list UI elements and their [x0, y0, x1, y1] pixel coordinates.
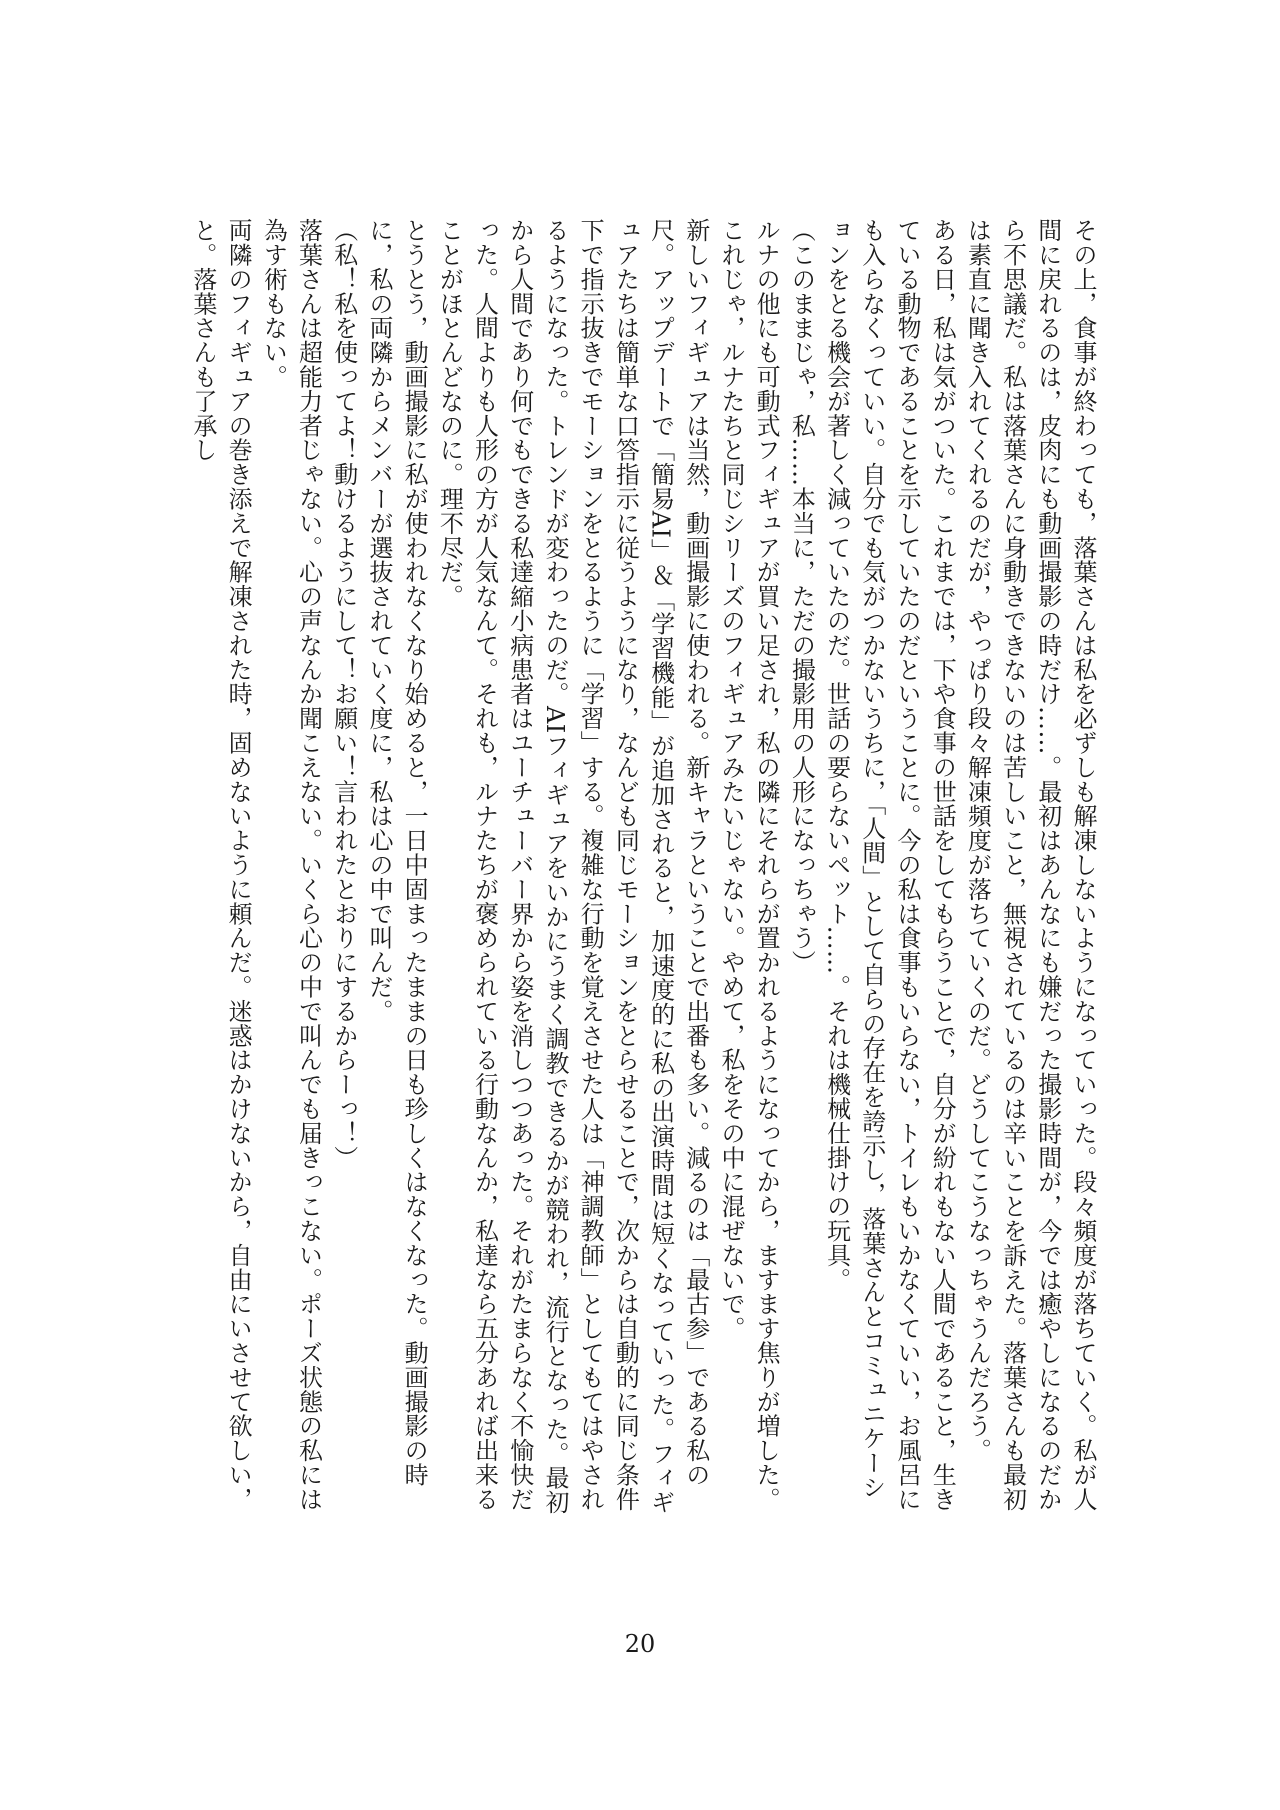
paragraph: その上，食事が終わっても，落葉さんは私を必ずしも解凍しないようになっていった。段々頻度が落ちていく。私が人間に戻れるのは，皮肉にも動画撮影の時だけ……。最初はあんなにも嫌だった撮影時間が，今では癒やしになるのだから不思議だ。私は落葉さんに身動きできないのは苦しいこと，無視されているのは辛いことを訴えた。落葉さんも最初は素直に聞き入れてくれるのだが，やっぱり段々解凍頻度が落ちていくのだ。どうしてこうなっちゃうんだろう。: [963, 218, 1097, 1512]
paragraph: 落葉さんは超能力者じゃない。心の声なんか聞こえない。いくら心の中で叫んでも届きっこない。ポーズ状態の私には為す術もない。: [259, 218, 323, 1512]
page-number: 20: [624, 1630, 656, 1658]
paragraph: 新しいフィギュアは当然，動画撮影に使われる。新キャラということで出番も多い。減るのは「最古参」である私の尺。アップデートで「簡易AI」＆「学習機能」が追加されると，加速度的に私の出演時間は短くなっていった。フィギュアたちは簡単な口答指示に従うようになり，なんども同じモーションをとらせることで，次からは自動的に同じ条件下で指示抜きでモーションをとるように「学習」する。複雑な行動を覚えさせた人は「神調教師」としてもてはやされるようになった。トレンドが変わったのだ。AIフィギュアをいかにうまく調教できるかが競われ，流行となった。最初から人間であり何でもできる私達縮小病患者はユーチューバー界から姿を消しつつあった。それがたまらなく不愉快だった。人間よりも人形の方が人気なんて。それも，ルナたちが褒められている行動なんか，私達なら五分あれば出来ることがほとんどなのに。理不尽だ。: [435, 218, 710, 1515]
body-text: [120, 218, 1100, 1515]
paragraph: ある日，私は気がついた。これまでは，下や食事の世話をしてもらうことで，自分が紛れもない人間であること，生きている動物であることを示していたのだということに。今の私は食事もいらない，トイレもいかなくていい，お風呂にも入らなくっていい。自分でも気がつかないうちに，「人間」として自らの存在を誇示し，落葉さんとコミュニケーションをとる機会が著しく減っていたのだ。世話の要らないペット……。それは機械仕掛けの玩具。: [822, 218, 957, 1512]
paragraph-thought: （私！私を使ってよ！動けるようにして！お願い！言われたとおりにするからーっ！）: [329, 218, 358, 1170]
paragraph: 両隣のフィギュアの巻き添えで解凍された時，固めないように頼んだ。迷惑はかけないから，自由にいさせて欲しい，と。落葉さんも了承し: [188, 218, 253, 1512]
paragraph-thought: （このままじゃ，私……本当に，ただの撮影用の人形になっちゃう）: [787, 218, 816, 975]
paragraph: ルナの他にも可動式フィギュアが買い足され，私の隣にそれらが置かれるようになってから，ますます焦りが増した。これじゃ，ルナたちと同じシリーズのフィギュアみたいじゃない。やめて，私をその中に混ぜないで。: [716, 218, 781, 1512]
paragraph: とうとう，動画撮影に私が使われなくなり始めると，一日中固まったままの日も珍しくはなくなった。動画撮影の時に，私の両隣からメンバーが選抜されていく度に，私は心の中で叫んだ。: [364, 218, 429, 1487]
